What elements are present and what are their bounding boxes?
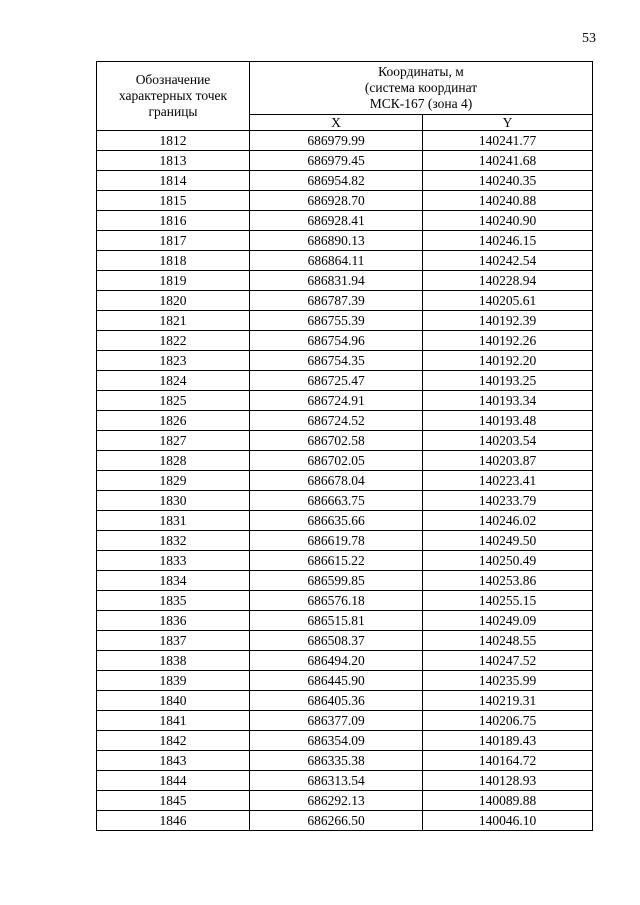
point-cell: 1828 bbox=[97, 451, 250, 471]
point-cell: 1836 bbox=[97, 611, 250, 631]
point-header-line-2: характерных точек bbox=[118, 88, 228, 103]
x-coordinate-cell: 686787.39 bbox=[250, 291, 423, 311]
table-row bbox=[97, 631, 593, 651]
y-coordinate-cell: 140192.26 bbox=[423, 331, 593, 351]
x-coordinate-cell: 686615.22 bbox=[250, 551, 423, 571]
point-cell: 1815 bbox=[97, 191, 250, 211]
y-coordinate-cell: 140241.68 bbox=[423, 151, 593, 171]
x-coordinate-cell: 686890.13 bbox=[250, 231, 423, 251]
y-coordinate-cell: 140228.94 bbox=[423, 271, 593, 291]
point-cell: 1843 bbox=[97, 751, 250, 771]
x-coordinate-cell: 686831.94 bbox=[250, 271, 423, 291]
y-coordinate-cell: 140046.10 bbox=[423, 811, 593, 831]
x-coordinate-cell: 686494.20 bbox=[250, 651, 423, 671]
table-row bbox=[97, 171, 593, 191]
table-row bbox=[97, 271, 593, 291]
point-cell: 1817 bbox=[97, 231, 250, 251]
x-coordinate-cell: 686619.78 bbox=[250, 531, 423, 551]
point-cell: 1832 bbox=[97, 531, 250, 551]
point-header-line-1: Обозначение bbox=[135, 72, 211, 87]
x-column-header: X bbox=[250, 115, 423, 131]
table-row bbox=[97, 331, 593, 351]
point-header-line-3: границы bbox=[148, 104, 198, 119]
x-coordinate-cell: 686292.13 bbox=[250, 791, 423, 811]
y-coordinate-cell: 140255.15 bbox=[423, 591, 593, 611]
point-cell: 1818 bbox=[97, 251, 250, 271]
x-coordinate-cell: 686724.91 bbox=[250, 391, 423, 411]
table-row bbox=[97, 751, 593, 771]
y-column-header: Y bbox=[423, 115, 593, 131]
coords-header-line-2: (система координат bbox=[364, 80, 478, 95]
y-coordinate-cell: 140089.88 bbox=[423, 791, 593, 811]
point-cell: 1837 bbox=[97, 631, 250, 651]
x-coordinate-cell: 686354.09 bbox=[250, 731, 423, 751]
y-coordinate-cell: 140203.54 bbox=[423, 431, 593, 451]
x-coordinate-cell: 686576.18 bbox=[250, 591, 423, 611]
table-row bbox=[97, 471, 593, 491]
y-coordinate-cell: 140235.99 bbox=[423, 671, 593, 691]
point-cell: 1826 bbox=[97, 411, 250, 431]
x-coordinate-cell: 686599.85 bbox=[250, 571, 423, 591]
table-row bbox=[97, 811, 593, 831]
point-cell: 1845 bbox=[97, 791, 250, 811]
table-row bbox=[97, 571, 593, 591]
x-coordinate-cell: 686377.09 bbox=[250, 711, 423, 731]
x-coordinate-cell: 686663.75 bbox=[250, 491, 423, 511]
x-coordinate-cell: 686702.58 bbox=[250, 431, 423, 451]
point-cell: 1822 bbox=[97, 331, 250, 351]
point-cell: 1840 bbox=[97, 691, 250, 711]
y-coordinate-cell: 140249.50 bbox=[423, 531, 593, 551]
point-cell: 1814 bbox=[97, 171, 250, 191]
table-row bbox=[97, 671, 593, 691]
table-row bbox=[97, 131, 593, 151]
table-row bbox=[97, 711, 593, 731]
table-row bbox=[97, 151, 593, 171]
table-row bbox=[97, 651, 593, 671]
table-row bbox=[97, 591, 593, 611]
x-coordinate-cell: 686445.90 bbox=[250, 671, 423, 691]
y-coordinate-cell: 140246.15 bbox=[423, 231, 593, 251]
x-coordinate-cell: 686508.37 bbox=[250, 631, 423, 651]
table-row bbox=[97, 411, 593, 431]
table-row bbox=[97, 771, 593, 791]
table-body bbox=[97, 131, 593, 831]
point-cell: 1823 bbox=[97, 351, 250, 371]
point-cell: 1830 bbox=[97, 491, 250, 511]
point-cell: 1846 bbox=[97, 811, 250, 831]
table-row bbox=[97, 211, 593, 231]
y-coordinate-cell: 140205.61 bbox=[423, 291, 593, 311]
coords-header-line-1: Координаты, м bbox=[378, 64, 464, 79]
y-coordinate-cell: 140193.48 bbox=[423, 411, 593, 431]
point-cell: 1816 bbox=[97, 211, 250, 231]
x-coordinate-cell: 686979.45 bbox=[250, 151, 423, 171]
point-cell: 1841 bbox=[97, 711, 250, 731]
x-coordinate-cell: 686754.96 bbox=[250, 331, 423, 351]
y-coordinate-cell: 140240.88 bbox=[423, 191, 593, 211]
y-coordinate-cell: 140223.41 bbox=[423, 471, 593, 491]
point-cell: 1834 bbox=[97, 571, 250, 591]
x-coordinate-cell: 686928.41 bbox=[250, 211, 423, 231]
y-coordinate-cell: 140249.09 bbox=[423, 611, 593, 631]
y-coordinate-cell: 140247.52 bbox=[423, 651, 593, 671]
x-coordinate-cell: 686678.04 bbox=[250, 471, 423, 491]
point-cell: 1821 bbox=[97, 311, 250, 331]
x-coordinate-cell: 686928.70 bbox=[250, 191, 423, 211]
table-row bbox=[97, 491, 593, 511]
y-coordinate-cell: 140192.20 bbox=[423, 351, 593, 371]
coords-header-line-3: МСК-167 (зона 4) bbox=[369, 96, 473, 111]
y-coordinate-cell: 140193.25 bbox=[423, 371, 593, 391]
point-cell: 1842 bbox=[97, 731, 250, 751]
table-row bbox=[97, 391, 593, 411]
x-coordinate-cell: 686405.36 bbox=[250, 691, 423, 711]
table-row bbox=[97, 311, 593, 331]
y-coordinate-cell: 140189.43 bbox=[423, 731, 593, 751]
point-cell: 1812 bbox=[97, 131, 250, 151]
point-cell: 1825 bbox=[97, 391, 250, 411]
x-coordinate-cell: 686313.54 bbox=[250, 771, 423, 791]
coordinates-table bbox=[96, 61, 593, 831]
point-cell: 1829 bbox=[97, 471, 250, 491]
y-coordinate-cell: 140246.02 bbox=[423, 511, 593, 531]
x-coordinate-cell: 686954.82 bbox=[250, 171, 423, 191]
y-coordinate-cell: 140253.86 bbox=[423, 571, 593, 591]
y-coordinate-cell: 140240.35 bbox=[423, 171, 593, 191]
x-coordinate-cell: 686725.47 bbox=[250, 371, 423, 391]
table-row bbox=[97, 231, 593, 251]
table-row bbox=[97, 431, 593, 451]
x-coordinate-cell: 686515.81 bbox=[250, 611, 423, 631]
y-coordinate-cell: 140242.54 bbox=[423, 251, 593, 271]
header-row-top bbox=[97, 62, 593, 115]
point-cell: 1824 bbox=[97, 371, 250, 391]
point-cell: 1839 bbox=[97, 671, 250, 691]
y-coordinate-cell: 140250.49 bbox=[423, 551, 593, 571]
table-row bbox=[97, 551, 593, 571]
x-coordinate-cell: 686755.39 bbox=[250, 311, 423, 331]
y-coordinate-cell: 140206.75 bbox=[423, 711, 593, 731]
point-cell: 1820 bbox=[97, 291, 250, 311]
table-row bbox=[97, 291, 593, 311]
y-coordinate-cell: 140193.34 bbox=[423, 391, 593, 411]
y-coordinate-cell: 140192.39 bbox=[423, 311, 593, 331]
table-header bbox=[97, 62, 593, 131]
table-row bbox=[97, 251, 593, 271]
point-cell: 1831 bbox=[97, 511, 250, 531]
point-cell: 1844 bbox=[97, 771, 250, 791]
table-row bbox=[97, 451, 593, 471]
table-row bbox=[97, 371, 593, 391]
table-row bbox=[97, 191, 593, 211]
y-coordinate-cell: 140241.77 bbox=[423, 131, 593, 151]
x-coordinate-cell: 686702.05 bbox=[250, 451, 423, 471]
point-cell: 1819 bbox=[97, 271, 250, 291]
x-coordinate-cell: 686864.11 bbox=[250, 251, 423, 271]
table-row bbox=[97, 611, 593, 631]
y-coordinate-cell: 140233.79 bbox=[423, 491, 593, 511]
table-row bbox=[97, 351, 593, 371]
y-coordinate-cell: 140203.87 bbox=[423, 451, 593, 471]
coordinates-header bbox=[250, 62, 593, 115]
point-cell: 1813 bbox=[97, 151, 250, 171]
point-cell: 1838 bbox=[97, 651, 250, 671]
table-row bbox=[97, 731, 593, 751]
y-coordinate-cell: 140248.55 bbox=[423, 631, 593, 651]
table-row bbox=[97, 531, 593, 551]
point-cell: 1827 bbox=[97, 431, 250, 451]
y-coordinate-cell: 140219.31 bbox=[423, 691, 593, 711]
y-coordinate-cell: 140164.72 bbox=[423, 751, 593, 771]
point-cell: 1833 bbox=[97, 551, 250, 571]
x-coordinate-cell: 686979.99 bbox=[250, 131, 423, 151]
table-row bbox=[97, 511, 593, 531]
y-coordinate-cell: 140128.93 bbox=[423, 771, 593, 791]
point-cell: 1835 bbox=[97, 591, 250, 611]
table-row bbox=[97, 691, 593, 711]
y-coordinate-cell: 140240.90 bbox=[423, 211, 593, 231]
table-row bbox=[97, 791, 593, 811]
x-coordinate-cell: 686635.66 bbox=[250, 511, 423, 531]
x-coordinate-cell: 686724.52 bbox=[250, 411, 423, 431]
x-coordinate-cell: 686754.35 bbox=[250, 351, 423, 371]
x-coordinate-cell: 686266.50 bbox=[250, 811, 423, 831]
point-designation-header bbox=[97, 62, 250, 131]
x-coordinate-cell: 686335.38 bbox=[250, 751, 423, 771]
page-number: 53 bbox=[582, 31, 596, 46]
